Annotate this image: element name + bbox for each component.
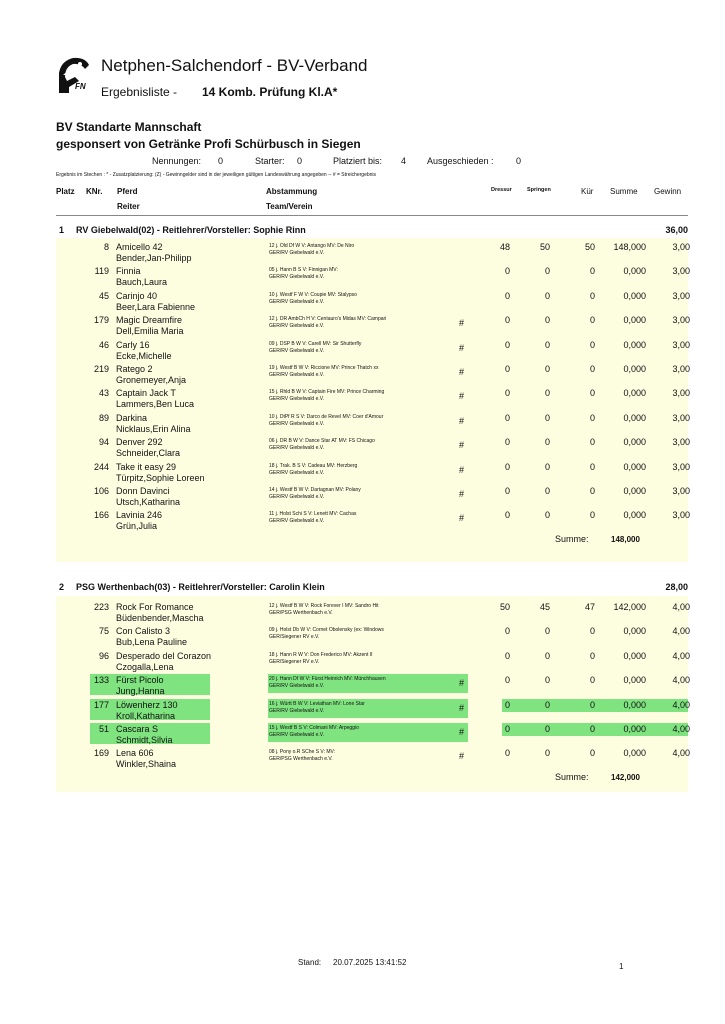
gewinn-value: 3,00 [672,461,690,472]
horse-name: Carly 16 [116,339,150,350]
horse-name: Darkina [116,412,148,423]
team-header [56,582,688,596]
platziert-value: 4 [401,156,407,166]
verein: GER/RV Giebelwald e.V. [269,250,325,256]
team-place: 1 [59,225,65,235]
rider-name: Bauch,Laura [116,277,168,288]
kopf-nr: 96 [98,650,109,661]
abstammung: 09 j. Holst Db W V: Cornet Obolensky (ex: Windows [269,627,384,634]
col-team: Team/Verein [266,202,313,211]
abstammung: 18 j. Trak. B S V: Cadeau MV: Herzberg [269,462,358,469]
summe-value: 142,000 [613,602,646,612]
kuer-score: 0 [589,412,595,423]
col-platz: Platz [56,187,75,196]
summe-value: 0,000 [623,748,646,759]
kopf-nr: 169 [93,748,109,759]
summe-value: 0,000 [623,650,646,661]
dressur-score: 0 [504,388,510,399]
result-row [56,264,688,288]
springen-score: 0 [544,510,550,521]
rider-name: Beer,Lara Fabienne [116,301,196,312]
springen-score: 0 [544,675,550,686]
streich-mark: # [459,440,465,451]
kuer-score: 0 [589,724,595,734]
result-row [56,460,688,484]
streich-mark: # [459,342,465,353]
streich-mark: # [459,513,465,524]
streich-mark: # [459,751,465,762]
kopf-nr: 133 [93,675,109,686]
result-row [56,362,688,386]
kopf-nr: 177 [93,699,109,710]
springen-score: 0 [544,699,550,710]
abstammung: 15 j. Westf B S V: Colmani MV: Arpeggio [269,725,359,731]
horse-name: Magic Dreamfire [116,315,183,326]
verein: GER/RV Giebelwald e.V. [269,445,325,452]
horse-name: Carinjo 40 [116,290,158,301]
horse-name: Take it easy 29 [116,461,177,472]
summe-value: 0,000 [623,437,646,448]
gewinn-value: 3,00 [672,486,690,496]
kopf-nr: 75 [98,626,109,637]
abstammung: 14 j. Westf B W V: Dartagnan MV: Polany [269,487,361,493]
kuer-score: 0 [589,510,595,521]
rider-name: Schmidt,Silvia [116,735,173,745]
ausgeschieden-label: Ausgeschieden : [427,156,494,166]
kopf-nr: 46 [98,339,109,350]
team-name: RV Giebelwald(02) - Reitlehrer/Vorsteller: Sophie Rinn [76,225,306,235]
abstammung: 15 j. Rhld B W V: Captain Fire MV: Prince Charming [269,389,385,396]
stand-label: Stand: [298,958,322,967]
springen-score: 0 [544,461,550,472]
springen-score: 0 [544,626,550,637]
dressur-score: 0 [504,650,510,661]
result-row [56,411,688,435]
gewinn-value: 4,00 [672,626,690,637]
streich-mark: # [459,727,465,737]
dressur-score: 0 [504,339,510,350]
result-row [56,673,688,697]
rider-name: Bub,Lena Pauline [116,637,188,648]
verein: GER/RV Giebelwald e.V. [269,396,325,403]
verein: GER/RV Giebelwald e.V. [269,469,325,476]
gewinn-value: 3,00 [672,339,690,350]
rider-name: Kroll,Katharina [116,710,176,721]
fn-logo [55,55,93,95]
abstammung: 19 j. Westf B W V: Riccione MV: Prince Thatch xx [269,365,379,371]
result-row [56,722,688,746]
nennungen-value: 0 [218,156,224,166]
col-kuer: Kür [581,187,594,196]
springen-score: 0 [544,437,550,448]
gewinn-value: 4,00 [672,602,690,612]
summe-value: 0,000 [623,388,646,399]
summe-value: 0,000 [623,461,646,472]
starter-value: 0 [297,156,303,166]
col-summe: Summe [610,187,638,196]
result-row [56,624,688,648]
team-summe-label: Summe: [555,534,589,544]
team-place: 2 [59,582,65,592]
verein: GER/RV Giebelwald e.V. [269,298,325,305]
abstammung: 09 j. DSP B W V: Carell MV: Sir Shutterfly [269,340,362,347]
horse-name: Lena 606 [116,748,154,759]
streich-mark: # [459,318,465,329]
springen-score: 0 [544,388,550,399]
dressur-score: 0 [504,315,510,326]
verein: GER/PSG Werthenbach e.V. [269,756,333,763]
kuer-score: 0 [589,339,595,350]
gewinn-value: 3,00 [672,266,690,277]
kopf-nr: 166 [93,510,109,521]
gewinn-value: 4,00 [672,724,690,734]
horse-name: Rock For Romance [116,602,194,612]
streich-mark: # [459,391,465,402]
rider-name: Bender,Jan-Philipp [116,253,192,263]
abstammung: 10 j. Westf F W V: Coupie MV: Stalypso [269,291,357,298]
kopf-nr: 179 [93,315,109,326]
kopf-nr: 8 [103,242,109,252]
springen-score: 0 [544,315,550,326]
result-row [56,313,688,337]
abstammung: 20 j. Hann Df W V: Fürst Heinrich MV: Münchhausen [269,676,386,683]
competition-code: 14 Komb. Prüfung Kl.A* [202,85,338,99]
rider-name: Lammers,Ben Luca [116,399,195,410]
result-row [56,484,688,508]
springen-score: 0 [544,748,550,759]
abstammung: 12 j. Westf B W V: Rock Forever I MV: Sandro Hit [269,603,379,609]
springen-score: 0 [544,650,550,661]
gewinn-value: 4,00 [672,675,690,686]
kopf-nr: 223 [93,602,109,612]
dressur-score: 0 [504,748,510,759]
horse-name: Ratego 2 [116,364,153,374]
team-summe-value: 142,000 [611,773,640,782]
gewinn-value: 3,00 [672,315,690,326]
summe-value: 0,000 [623,412,646,423]
kuer-score: 0 [589,650,595,661]
col-knr: KNr. [86,187,103,196]
springen-score: 0 [544,290,550,301]
springen-score: 0 [544,339,550,350]
verein: GER/Siegener RV e.V. [269,658,320,665]
gewinn-value: 4,00 [672,748,690,759]
page-number: 1 [619,962,624,971]
competition-name: BV Standarte Mannschaft [56,120,202,134]
dressur-score: 0 [504,266,510,277]
result-row [56,386,688,410]
horse-name: Amicello 42 [116,242,163,252]
verein: GER/RV Giebelwald e.V. [269,494,325,500]
summe-value: 0,000 [623,290,646,301]
abstammung: 16 j. Württ B W V: Leviathan MV: Lone Star [269,700,365,707]
gewinn-value: 3,00 [672,412,690,423]
horse-name: Desperado del Corazon [116,650,212,661]
horse-name: Finnia [116,266,141,277]
dressur-score: 48 [499,242,510,252]
abstammung: 18 j. Hann R W V: Don Frederico MV: Akzent II [269,651,373,658]
verein: GER/RV Giebelwald e.V. [269,707,325,714]
logo-text: FN [75,82,86,91]
dressur-score: 0 [504,290,510,301]
verein: GER/Siegener RV e.V. [269,634,320,641]
summe-value: 0,000 [623,675,646,686]
team-name: PSG Werthenbach(03) - Reitlehrer/Vorsteller: Carolin Klein [76,582,325,592]
streich-mark: # [459,678,465,689]
team-gewinn: 36,00 [665,225,688,235]
gewinn-value: 4,00 [672,650,690,661]
kuer-score: 0 [589,486,595,496]
kopf-nr: 94 [98,437,109,448]
rider-name: Jung,Hanna [116,686,165,697]
dressur-score: 0 [504,510,510,521]
kuer-score: 0 [589,290,595,301]
horse-name: Lavinia 246 [116,510,163,521]
springen-score: 0 [544,724,550,734]
horse-name: Fürst Picolo [116,675,164,686]
kuer-score: 0 [589,675,595,686]
dressur-score: 0 [504,699,510,710]
kopf-nr: 45 [98,290,109,301]
kuer-score: 50 [584,242,595,252]
result-row [56,600,688,624]
dressur-score: 0 [504,364,510,374]
abstammung: 05 j. Hann B S V: Finnigan MV: [269,267,338,274]
kopf-nr: 219 [93,364,109,374]
dressur-score: 50 [499,602,510,612]
col-pferd: Pferd [117,187,138,196]
streich-mark: # [459,367,465,377]
springen-score: 0 [544,412,550,423]
streich-mark: # [459,702,465,713]
result-row [56,240,688,264]
dressur-score: 0 [504,461,510,472]
kopf-nr: 51 [98,724,109,734]
kuer-score: 0 [589,364,595,374]
summe-value: 0,000 [623,339,646,350]
col-springen: Springen [527,187,551,193]
kuer-score: 0 [589,315,595,326]
summe-value: 0,000 [623,486,646,496]
summe-value: 0,000 [623,699,646,710]
rider-name: Büdenbender,Mascha [116,613,204,623]
list-type-label: Ergebnisliste - [101,85,178,99]
springen-score: 0 [544,486,550,496]
streich-mark: # [459,489,465,499]
col-dressur: Dressur [491,187,512,193]
result-row [56,746,688,770]
springen-score: 0 [544,364,550,374]
result-row [56,649,688,673]
horse-name: Löwenherz 130 [116,699,178,710]
rider-name: Nicklaus,Erin Alina [116,423,191,434]
col-reiter: Reiter [117,202,140,211]
dressur-score: 0 [504,437,510,448]
horse-name: Denver 292 [116,437,163,448]
dressur-score: 0 [504,724,510,734]
ausgeschieden-value: 0 [516,156,522,166]
team-summe-value: 148,000 [611,535,640,544]
kuer-score: 0 [589,626,595,637]
gewinn-value: 3,00 [672,290,690,301]
team-gewinn: 28,00 [665,582,688,592]
abstammung: 08 j. Pony o.R SChe S V: MV: [269,749,336,756]
header-divider [56,215,688,216]
result-row [56,338,688,362]
abstammung: 10 j. DtPf R S V: Darco de Revel MV: Coer d'Amour [269,413,384,420]
rider-name: Schneider,Clara [116,448,181,459]
verein: GER/RV Giebelwald e.V. [269,420,325,427]
kopf-nr: 89 [98,412,109,423]
rider-name: Gronemeyer,Anja [116,375,187,385]
result-row [56,698,688,722]
kuer-score: 47 [584,602,595,612]
verein: GER/RV Giebelwald e.V. [269,732,325,738]
kuer-score: 0 [589,748,595,759]
streich-mark: # [459,415,465,426]
kopf-nr: 244 [93,461,109,472]
streich-mark: # [459,464,465,475]
result-row [56,435,688,459]
platziert-label: Platziert bis: [333,156,383,166]
verein: GER/RV Giebelwald e.V. [269,683,325,690]
kopf-nr: 106 [93,486,109,496]
gewinn-value: 3,00 [672,510,690,521]
competition-sponsor: gesponsert von Getränke Profi Schürbusch in Siegen [56,137,361,151]
gewinn-value: 3,00 [672,388,690,399]
verein: GER/RV Giebelwald e.V. [269,323,325,330]
gewinn-value: 4,00 [672,699,690,710]
springen-score: 50 [539,242,550,252]
gewinn-value: 3,00 [672,437,690,448]
nennungen-label: Nennungen: [152,156,202,166]
summe-value: 0,000 [623,364,646,374]
abstammung: 06 j. DR B W V: Dance Star AT MV: FS Chicago [269,438,375,445]
dressur-score: 0 [504,412,510,423]
horse-name: Captain Jack T [116,388,176,399]
springen-score: 0 [544,266,550,277]
verein: GER/RV Giebelwald e.V. [269,518,325,525]
team-header [56,225,688,239]
summe-value: 0,000 [623,510,646,521]
col-abstammung: Abstammung [266,187,318,196]
abstammung: 12 j. DR AmbCh H V: Centauro's Midas MV: Campari [269,316,387,323]
summe-value: 0,000 [623,315,646,326]
result-row [56,289,688,313]
kuer-score: 0 [589,461,595,472]
abstammung: 11 j. Holst Schi S V: Lenett MV: Cachas [269,511,357,518]
verein: GER/RV Giebelwald e.V. [269,372,325,378]
kuer-score: 0 [589,437,595,448]
rider-name: Winkler,Shaina [116,759,177,770]
dressur-score: 0 [504,675,510,686]
summe-value: 0,000 [623,724,646,734]
dressur-score: 0 [504,626,510,637]
horse-name: Con Calisto 3 [116,626,171,637]
rider-name: Ecke,Michelle [116,350,172,361]
verein: GER/RV Giebelwald e.V. [269,347,325,354]
kuer-score: 0 [589,388,595,399]
horse-name: Donn Davinci [116,486,170,496]
kuer-score: 0 [589,699,595,710]
rider-name: Grün,Julia [116,521,158,532]
verein: GER/RV Giebelwald e.V. [269,274,325,281]
event-title: Netphen-Salchendorf - BV-Verband [101,56,368,75]
verein: GER/PSG Werthenbach e.V. [269,610,333,616]
springen-score: 45 [539,602,550,612]
rider-name: Utsch,Katharina [116,497,181,507]
kopf-nr: 43 [98,388,109,399]
team-summe-label: Summe: [555,772,589,782]
rider-name: Dell,Emilia Maria [116,326,184,337]
abstammung: 12 j. Old Df W V: Antango MV: De Niro [269,243,355,249]
gewinn-value: 3,00 [672,242,690,252]
rider-name: Türpitz,Sophie Loreen [116,472,205,483]
starter-label: Starter: [255,156,285,166]
summe-value: 148,000 [613,242,646,252]
kuer-score: 0 [589,266,595,277]
kopf-nr: 119 [94,266,109,277]
rider-name: Czogalla,Lena [116,661,174,672]
stand-timestamp: 20.07.2025 13:41:52 [333,958,407,967]
summe-value: 0,000 [623,266,646,277]
horse-name: Cascara S [116,724,159,734]
gewinn-value: 3,00 [672,364,690,374]
col-gewinn: Gewinn [654,187,682,196]
summe-value: 0,000 [623,626,646,637]
dressur-score: 0 [504,486,510,496]
result-row [56,508,688,532]
legend-text: Ergebnis im Stechen : * - Zusatzplatzierung: (Z) - Gewinngelder sind in der jeweiligen gültigen Landeswährung angegeben -- # = Streichergebnis [56,172,377,178]
